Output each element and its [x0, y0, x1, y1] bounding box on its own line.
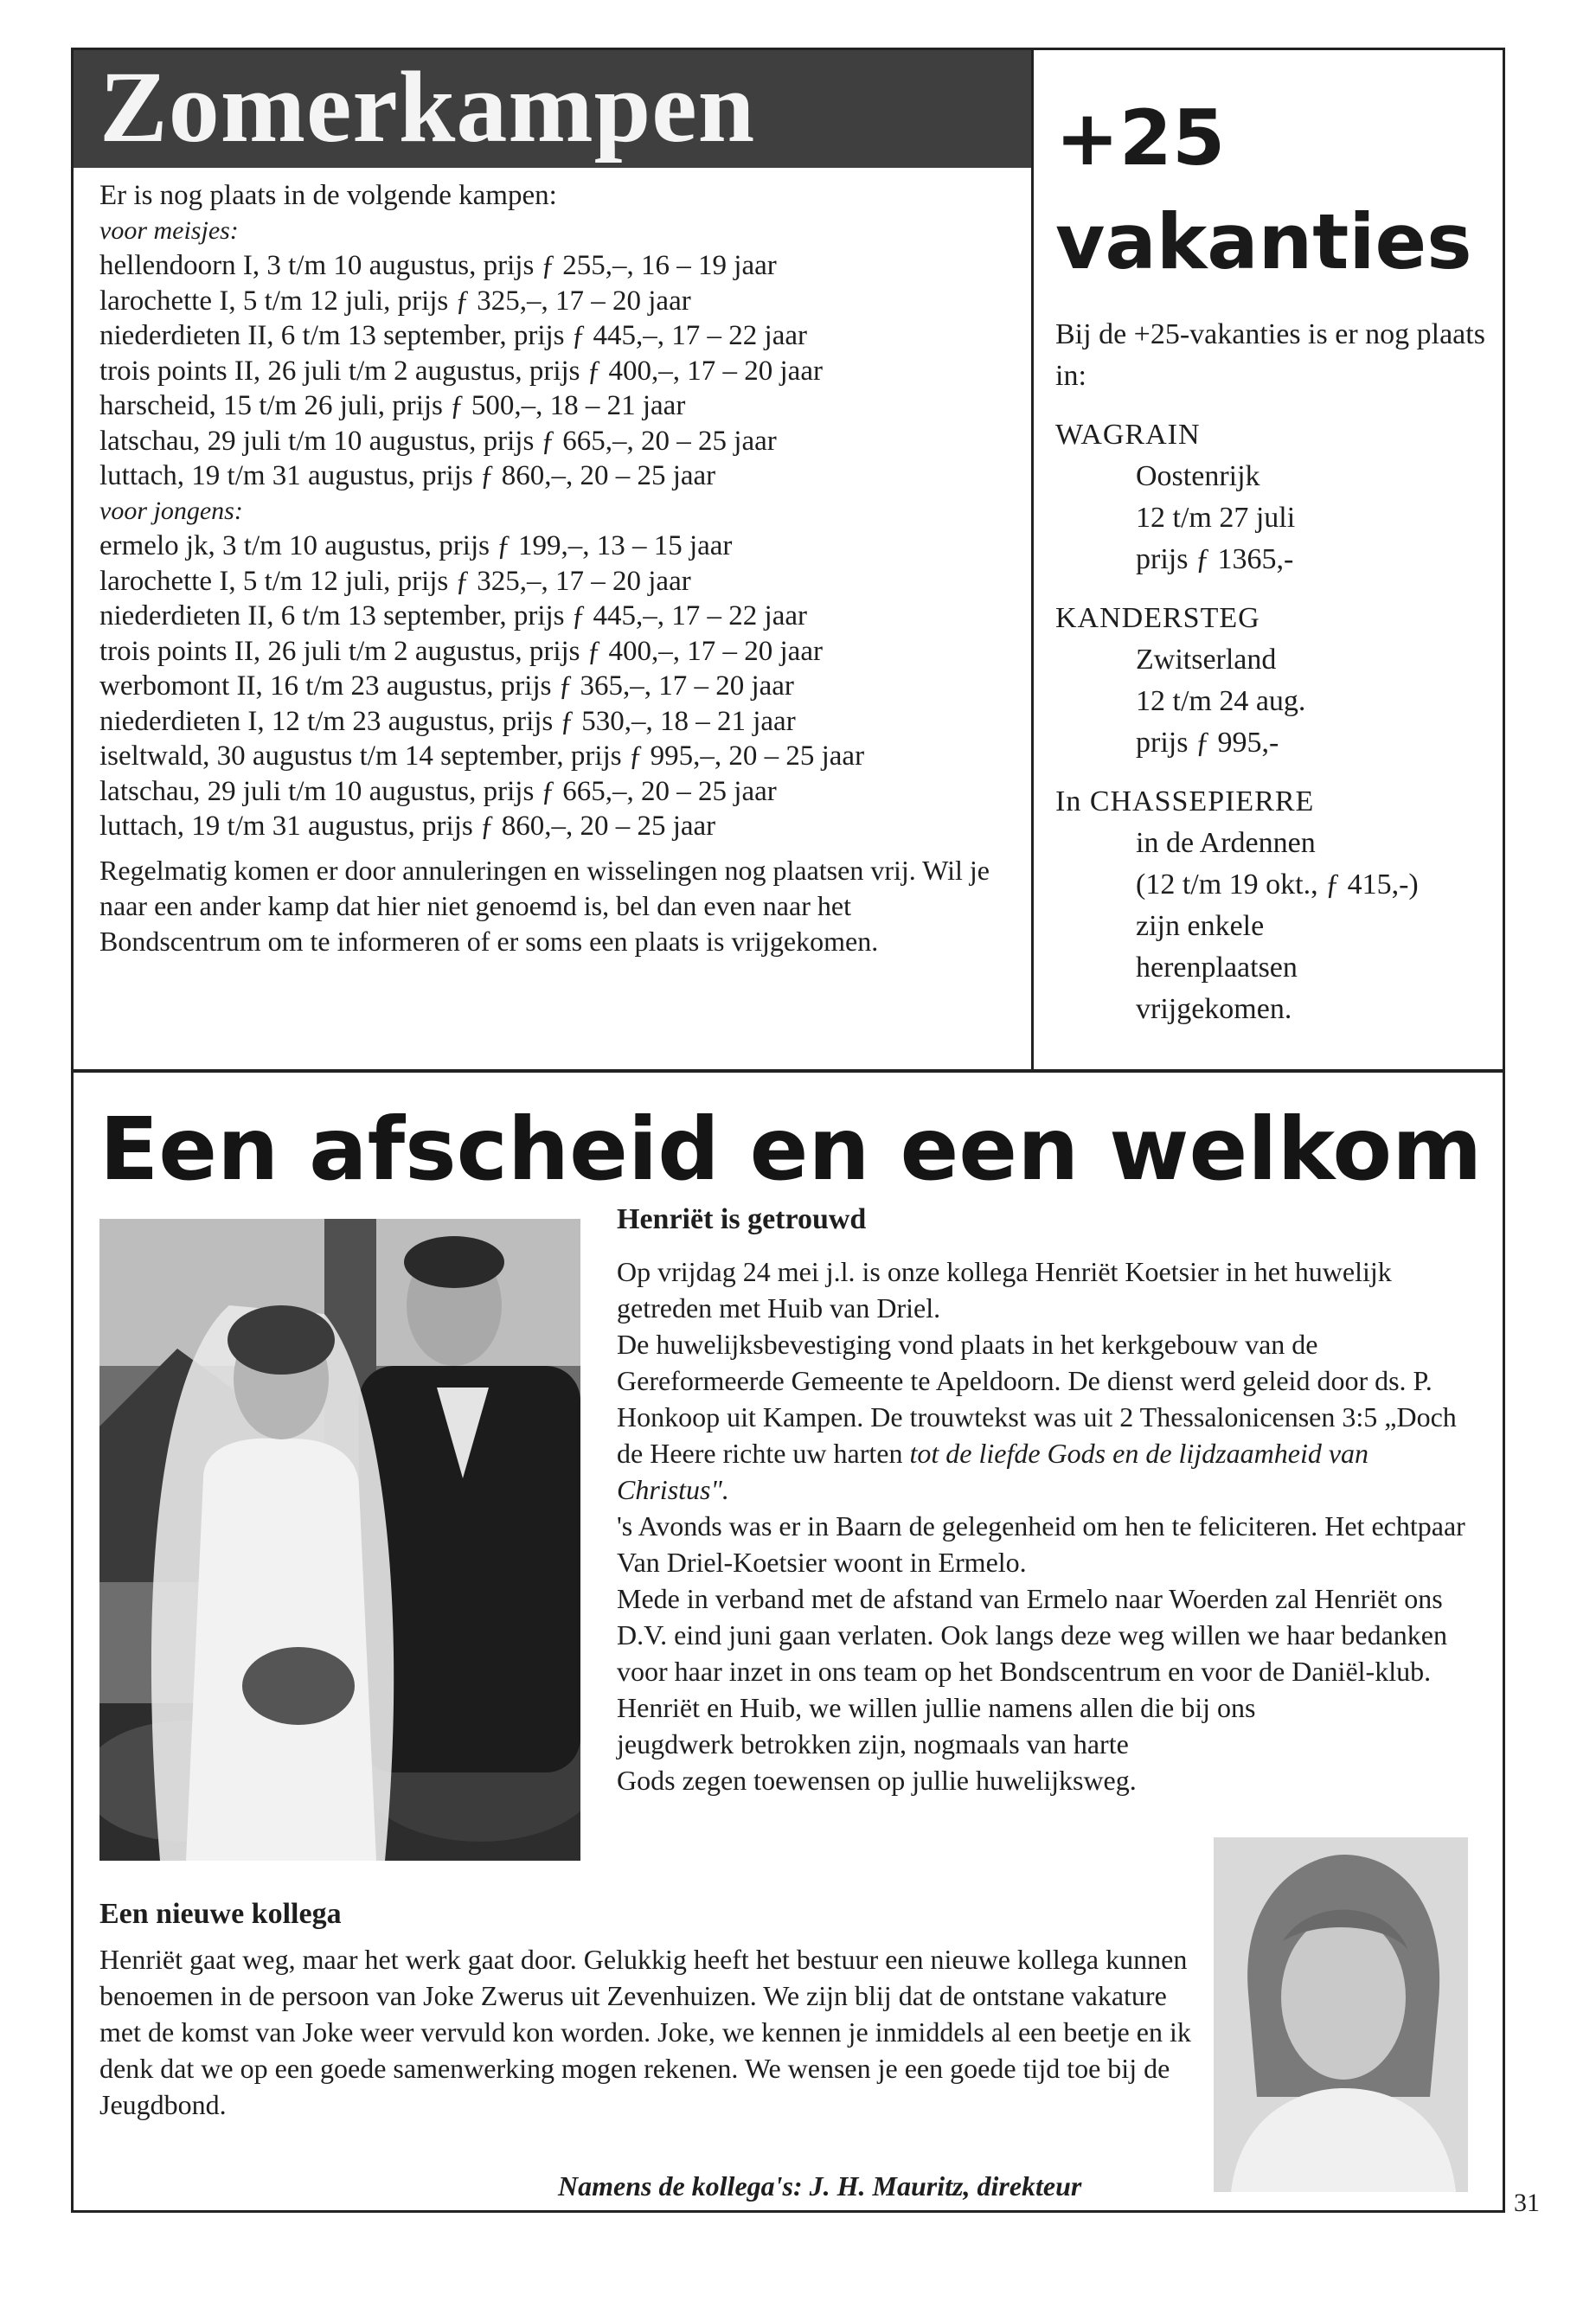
henriet-article	[617, 1202, 1482, 1798]
destination-line: herenplaatsen	[1136, 952, 1298, 984]
wedding-photo	[99, 1219, 580, 1861]
destination-price: prijs ƒ 1365,-	[1136, 543, 1294, 575]
zomerkampen-section	[71, 48, 1034, 1073]
vakanties-title-line1: +25	[1055, 93, 1226, 183]
vakanties-title-line2: vakanties	[1055, 197, 1472, 286]
page-number: 31	[1514, 2189, 1540, 2217]
camp-line: luttach, 19 t/m 31 augustus, prijs ƒ 860,–, 20 – 25 jaar	[99, 811, 716, 842]
destination-price: prijs ƒ 995,-	[1136, 727, 1279, 759]
zomerkampen-footer: Regelmatig komen er door annuleringen en wisselingen nog plaatsen vrij. Wil je naar een ander kamp dat hier niet genoemd is, bel dan even naar het Bondscentrum om te informeren of er soms een plaats is vrijgekomen.	[99, 854, 990, 957]
article-paragraph	[617, 1326, 1482, 1508]
kollega-text: Henriët gaat weg, maar het werk gaat door. Gelukkig heeft het bestuur een nieuwe kollega kunnen benoemen in de persoon van Joke Zwerus uit Zevenhuizen. We zijn blij dat de ontstane vakature met de komst van Joke weer vervuld kon worden. Joke, we kennen je inmiddels al een beetje en ik denk dat we op een goede samenwerking mogen rekenen. We wensen je een goede tijd toe bij de Jeugdbond.	[99, 1944, 1191, 2120]
getrouwd-heading: Henriët is getrouwd	[617, 1203, 867, 1235]
camp-line: trois points II, 26 juli t/m 2 augustus, prijs ƒ 400,–, 17 – 20 jaar	[99, 355, 823, 387]
meisjes-label: voor meisjes:	[99, 215, 239, 245]
camp-line: luttach, 19 t/m 31 augustus, prijs ƒ 860,–, 20 – 25 jaar	[99, 460, 716, 491]
destination-country: Oostenrijk	[1136, 460, 1260, 492]
vakanties-title	[1055, 87, 1472, 294]
destination-line: zijn enkele	[1136, 910, 1265, 942]
destination-country: Zwitserland	[1136, 644, 1277, 676]
camp-line: latschau, 29 juli t/m 10 augustus, prijs ƒ 665,–, 20 – 25 jaar	[99, 775, 777, 807]
destination-name: WAGRAIN	[1055, 419, 1201, 451]
zomerkampen-intro: Er is nog plaats in de volgende kampen:	[99, 180, 557, 211]
camp-line: niederdieten II, 6 t/m 13 september, prijs ƒ 445,–, 17 – 22 jaar	[99, 320, 807, 351]
zomerkampen-body	[99, 178, 1016, 959]
vakanties-section	[1031, 48, 1505, 1073]
camp-line: ermelo jk, 3 t/m 10 augustus, prijs ƒ 199,–, 13 – 15 jaar	[99, 530, 733, 561]
article-paragraph: Op vrijdag 24 mei j.l. is onze kollega Henriët Koetsier in het huwelijk getreden met Huib van Driel.	[617, 1256, 1392, 1324]
bible-quote: tot de liefde Gods en de lijdzaamheid van Christus".	[617, 1438, 1369, 1505]
article-text: De huwelijksbevestiging vond plaats in het kerkgebouw van de Gereformeerde Gemeente te Apeldoorn. De dienst werd geleid door ds. P. Honkoop uit Kampen. De trouwtekst was uit 2 Thessalonicensen 3:5 „Doch de Heere richte uw harten	[617, 1329, 1457, 1469]
destination-line: vrijgekomen.	[1136, 993, 1292, 1025]
article-paragraph: Henriët en Huib, we willen jullie namens allen die bij ons	[617, 1692, 1256, 1723]
zomerkampen-title: Zomerkampen	[99, 50, 756, 163]
destination-dates: 12 t/m 24 aug.	[1136, 685, 1306, 717]
jongens-list	[99, 529, 1016, 844]
destination-name: In CHASSEPIERRE	[1055, 785, 1315, 817]
afscheid-section	[71, 1069, 1505, 2213]
camp-line: larochette I, 5 t/m 12 juli, prijs ƒ 325,–, 17 – 20 jaar	[99, 565, 691, 597]
camp-line: hellendoorn I, 3 t/m 10 augustus, prijs ƒ 255,–, 16 – 19 jaar	[99, 250, 777, 281]
kollega-heading: Een nieuwe kollega	[99, 1898, 342, 1930]
jongens-label: voor jongens:	[99, 496, 243, 525]
article-paragraph: 's Avonds was er in Baarn de gelegenheid om hen te feliciteren. Het echtpaar Van Driel-Koetsier woont in Ermelo.	[617, 1510, 1465, 1578]
vakanties-intro: Bij de +25-vakanties is er nog plaats in:	[1055, 318, 1485, 392]
camp-line: niederdieten I, 12 t/m 23 augustus, prijs ƒ 530,–, 18 – 21 jaar	[99, 705, 796, 737]
camp-line: trois points II, 26 juli t/m 2 augustus, prijs ƒ 400,–, 17 – 20 jaar	[99, 635, 823, 667]
afscheid-title: Een afscheid en een welkom	[99, 1099, 1483, 1200]
camp-line: iseltwald, 30 augustus t/m 14 september, prijs ƒ 995,–, 20 – 25 jaar	[99, 740, 865, 772]
article-paragraph: Mede in verband met de afstand van Ermelo naar Woerden zal Henriët ons D.V. eind juni gaan verlaten. Ook langs deze weg willen we haar bedanken voor haar inzet in ons team op het Bondscentrum en voor de Daniël-klub.	[617, 1583, 1447, 1687]
meisjes-list	[99, 248, 1016, 494]
camp-line: larochette I, 5 t/m 12 juli, prijs ƒ 325,–, 17 – 20 jaar	[99, 285, 691, 317]
destination-name: KANDERSTEG	[1055, 602, 1260, 634]
vakanties-body	[1055, 314, 1497, 1030]
signature: Namens de kollega's: J. H. Mauritz, direkteur	[558, 2170, 1082, 2202]
zomerkampen-banner	[74, 50, 1031, 168]
camp-line: werbomont II, 16 t/m 23 augustus, prijs ƒ 365,–, 17 – 20 jaar	[99, 670, 794, 702]
camp-line: latschau, 29 juli t/m 10 augustus, prijs ƒ 665,–, 20 – 25 jaar	[99, 425, 777, 457]
camp-line: harscheid, 15 t/m 26 juli, prijs ƒ 500,–, 18 – 21 jaar	[99, 390, 686, 421]
destination-line: (12 t/m 19 okt., ƒ 415,-)	[1136, 868, 1419, 901]
camp-line: niederdieten II, 6 t/m 13 september, prijs ƒ 445,–, 17 – 22 jaar	[99, 600, 807, 631]
destination-line: in de Ardennen	[1136, 827, 1316, 859]
article-paragraph: jeugdwerk betrokken zijn, nogmaals van harte Gods zegen toewensen op jullie huwelijksweg.	[617, 1728, 1137, 1796]
portrait-photo	[1214, 1837, 1468, 2192]
destination-dates: 12 t/m 27 juli	[1136, 502, 1296, 534]
